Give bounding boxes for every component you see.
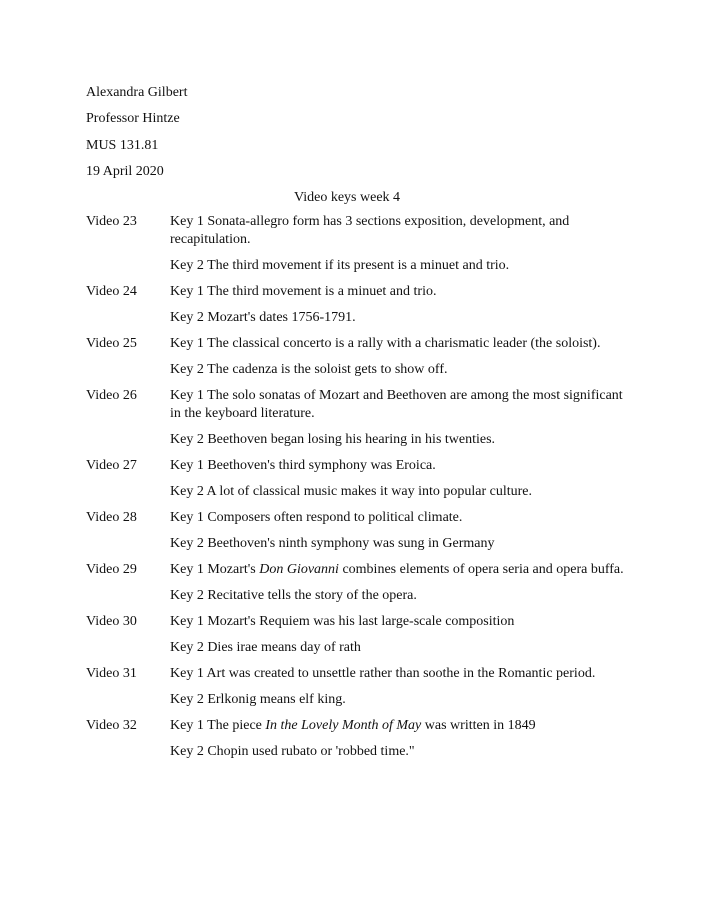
key-1-text: Key 1 Beethoven's third symphony was Eroica. — [170, 458, 436, 473]
video-key-list — [86, 213, 646, 761]
key-2-text: Key 2 The third movement if its present is a minuet and trio. — [170, 258, 510, 273]
video-entry-key2 — [86, 431, 646, 449]
video-entry-key2 — [86, 309, 646, 327]
key-2-text: Key 2 Beethoven's ninth symphony was sung in Germany — [170, 536, 495, 551]
author-name: Alexandra Gilbert — [86, 85, 188, 100]
document-date: 19 April 2020 — [86, 164, 164, 179]
video-label: Video 31 — [86, 666, 137, 681]
video-entry — [86, 457, 646, 475]
key-1-text: Key 1 The classical concerto is a rally with a charismatic leader (the soloist). — [170, 336, 601, 351]
video-entry — [86, 387, 646, 423]
video-label: Video 24 — [86, 284, 137, 299]
work-title: Don Giovanni — [259, 562, 339, 577]
video-entry — [86, 283, 646, 301]
key-1-text: Key 1 The piece In the Lovely Month of May was written in 1849 — [170, 718, 536, 733]
video-label: Video 27 — [86, 458, 137, 473]
video-entry-key2 — [86, 587, 646, 605]
video-entry — [86, 335, 646, 353]
video-label: Video 28 — [86, 510, 137, 525]
key-1-text: Key 1 Mozart's Don Giovanni combines elements of opera seria and opera buffa. — [170, 562, 624, 577]
key-2-text: Key 2 Chopin used rubato or 'robbed time." — [170, 744, 415, 759]
video-entry — [86, 665, 646, 683]
key-2-text: Key 2 Recitative tells the story of the opera. — [170, 588, 417, 603]
video-entry-key2 — [86, 743, 646, 761]
video-entry-key2 — [86, 257, 646, 275]
video-label: Video 26 — [86, 388, 137, 403]
key-1-text: Key 1 The solo sonatas of Mozart and Beethoven are among the most significant in the keyboard literature. — [170, 388, 623, 421]
key-1-text: Key 1 Art was created to unsettle rather than soothe in the Romantic period. — [170, 666, 596, 681]
video-entry — [86, 509, 646, 527]
video-entry — [86, 613, 646, 631]
video-label: Video 29 — [86, 562, 137, 577]
work-title: In the Lovely Month of May — [265, 718, 422, 733]
video-entry — [86, 213, 646, 249]
document-title: Video keys week 4 — [293, 190, 401, 205]
key-2-text: Key 2 The cadenza is the soloist gets to show off. — [170, 362, 448, 377]
key-2-text: Key 2 Mozart's dates 1756-1791. — [170, 310, 356, 325]
video-entry — [86, 717, 646, 735]
key-1-text: Key 1 The third movement is a minuet and trio. — [170, 284, 437, 299]
video-entry-key2 — [86, 483, 646, 501]
video-label: Video 30 — [86, 614, 137, 629]
key-2-text: Key 2 Beethoven began losing his hearing in his twenties. — [170, 432, 496, 447]
key-1-text: Key 1 Mozart's Requiem was his last large-scale composition — [170, 614, 515, 629]
course-code: MUS 131.81 — [86, 138, 159, 153]
professor-name: Professor Hintze — [86, 111, 180, 126]
key-1-text: Key 1 Composers often respond to political climate. — [170, 510, 463, 525]
video-entry — [86, 561, 646, 579]
key-1-text: Key 1 Sonata-allegro form has 3 sections exposition, development, and recapitulation. — [170, 214, 570, 247]
video-entry-key2 — [86, 691, 646, 709]
key-2-text: Key 2 Erlkonig means elf king. — [170, 692, 346, 707]
video-label: Video 25 — [86, 336, 137, 351]
key-2-text: Key 2 Dies irae means day of rath — [170, 640, 361, 655]
key-2-text: Key 2 A lot of classical music makes it way into popular culture. — [170, 484, 532, 499]
video-label: Video 23 — [86, 214, 137, 229]
video-label: Video 32 — [86, 718, 137, 733]
video-entry-key2 — [86, 361, 646, 379]
video-entry-key2 — [86, 639, 646, 657]
video-entry-key2 — [86, 535, 646, 553]
